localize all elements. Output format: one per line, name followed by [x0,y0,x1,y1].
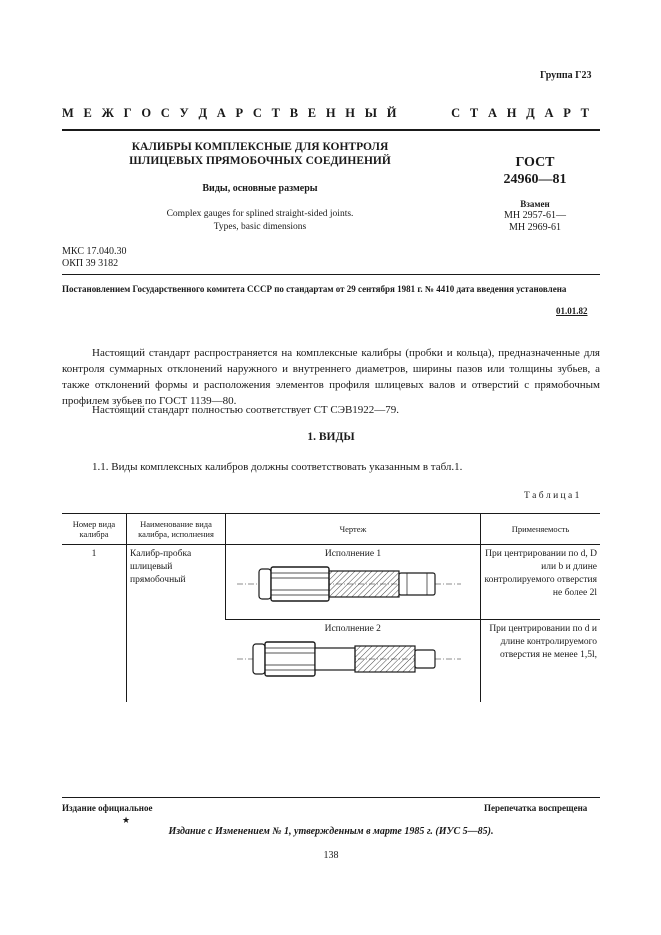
classification-codes [62,246,126,270]
group-code: Группа Г23 [540,70,592,81]
page-number: 138 [323,850,339,861]
exec2-label: Исполнение 2 [324,624,381,634]
header-name: Наименование вида калибра, исполнения [127,514,226,545]
table-row [62,545,600,620]
title-line-2: ШЛИЦЕВЫХ ПРЯМОБОЧНЫХ СОЕДИНЕНИЙ [129,155,391,167]
introduction-date: 01.01.82 [556,306,588,316]
gost-block [490,154,580,188]
exec1-label: Исполнение 1 [324,549,382,559]
instead-label: Взамен [520,199,550,209]
cell-drawing-exec1 [226,545,481,620]
edition-note: Издание с Изменением № 1, утвержденным в марте 1985 г. (ИУС 5—85). [168,826,494,837]
section-heading: 1. ВИДЫ [307,431,355,443]
header-rule [62,129,600,131]
official-edition: Издание официальное [62,803,153,813]
section-clause: 1.1. Виды комплексных калибров должны соответствовать указанным в табл.1. [92,461,463,473]
okp-code: ОКП 39 3182 [62,258,119,269]
cell-note-exec2: При центрировании по d и длине контролируемого отверстия не менее 1,5l, [481,620,601,703]
supersedes-block [480,198,590,234]
title-line-1: КАЛИБРЫ КОМПЛЕКСНЫЕ ДЛЯ КОНТРОЛЯ [131,141,389,153]
cell-number: 1 [91,549,97,559]
star-mark: ★ [122,815,131,825]
table-header-row [62,514,600,545]
header-number: Номер вида калибра [62,514,127,545]
cell-drawing-exec2 [226,620,481,703]
header-drawing: Чертеж [226,514,481,545]
intro-paragraph-1: Настоящий стандарт распространяется на комплексные калибры (пробки и кольца), предназначенные для контроля суммарных отклонений наружного и внутреннего диаметров, ширины пазов или толщины зубьев, а также отклонений формы и расположения элементов профиля шлицевых валов и отверстий с прямобочным профилем зубьев по ГОСТ 1139—80. [62,347,600,407]
standard-banner: М Е Ж Г О С У Д А Р С Т В Е Н Н Ы Й С Т А Н Д А Р Т [62,106,593,120]
title-en-line-1: Complex gauges for splined straight-sided joints. [166,209,354,219]
gost-label: ГОСТ [515,155,555,170]
plug-gauge-exec2-drawing [229,636,469,682]
footer-rule [62,797,600,798]
instead-line-2: МН 2969-61 [509,222,561,233]
decree-text: Постановлением Государственного комитета СССР по стандартам от 29 сентября 1981 г. № 4410 дата введения установлена [62,284,567,294]
title-en-line-2: Types, basic dimensions [213,222,307,232]
table-caption: Т а б л и ц а 1 [524,491,580,501]
cell-note-exec1: При центрировании по d, D или b и длине контролируемого отверстия не более 2l [481,545,601,620]
reprint-notice: Перепечатка воспрещена [484,803,588,813]
table-1 [62,513,600,702]
title-en [110,208,410,234]
intro-paragraph-2: Настоящий стандарт полностью соответствует СТ СЭВ1922—79. [92,404,400,416]
cell-name: Калибр-пробка шлицевый прямобочный [127,545,226,703]
subtitle-ru: Виды, основные размеры [202,183,318,194]
header-applicability: Применяемость [481,514,601,545]
instead-line-1: МН 2957-61— [504,210,566,221]
gost-number: 24960—81 [503,172,567,187]
codes-rule [62,274,600,275]
mks-code: МКС 17.040.30 [62,246,127,257]
plug-gauge-exec1-drawing [229,561,469,607]
document-title [110,140,410,168]
